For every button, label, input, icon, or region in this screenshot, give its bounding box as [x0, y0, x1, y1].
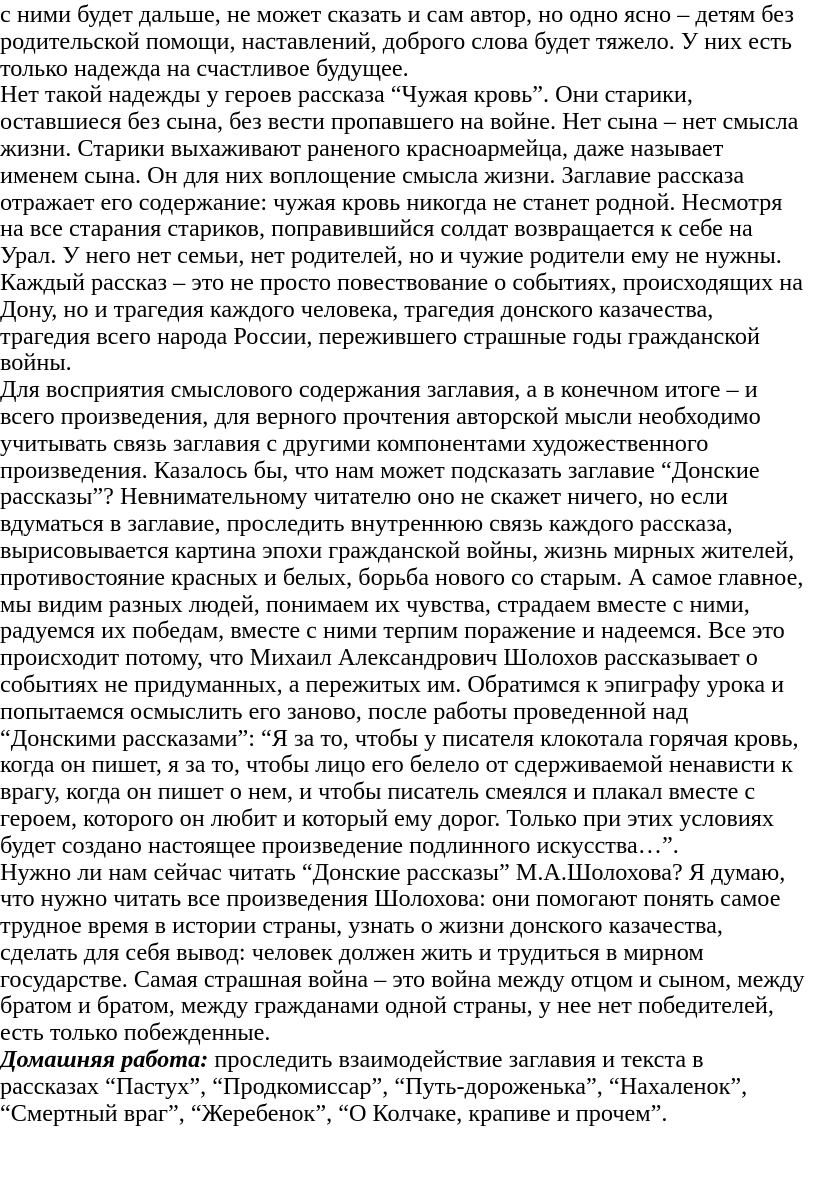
text-line: сделать для себя вывод: человек должен жить и трудиться в мирном: [0, 938, 704, 966]
text-line: трагедия всего народа России, пережившего страшные годы гражданской: [0, 322, 760, 350]
text-line: Нет такой надежды у героев рассказа “Чужая кровь”. Они старики,: [0, 81, 693, 109]
text-line: героем, которого он любит и который ему дорог. Только при этих условиях: [0, 804, 775, 832]
text-line: войны.: [0, 349, 72, 377]
text-line: событиях не придуманных, а пережитых им. Обратимся к эпиграфу урока и: [0, 670, 785, 698]
document-body: [0, 2, 816, 1127]
homework-line: рассказах “Пастух”, “Продкомиссар”, “Путь-дороженька”, “Нахаленок”,: [0, 1072, 748, 1100]
text-line: происходит потому, что Михаил Александрович Шолохов рассказывает о: [0, 644, 758, 672]
text-line: мы видим разных людей, понимаем их чувства, страдаем вместе с ними,: [0, 590, 750, 618]
text-line: братом и братом, между гражданами одной страны, у нее нет победителей,: [0, 992, 774, 1020]
text-line: на все старания стариков, поправившийся солдат возвращается к себе на: [0, 215, 753, 243]
text-line: Для восприятия смыслового содержания заглавия, а в конечном итоге – и: [0, 376, 758, 404]
text-line: отражает его содержание: чужая кровь никогда не станет родной. Несмотря: [0, 188, 783, 216]
text-line: учитывать связь заглавия с другими компонентами художественного: [0, 429, 709, 457]
text-line: Каждый рассказ – это не просто повествование о событиях, происходящих на: [0, 268, 804, 296]
text-line: Дону, но и трагедия каждого человека, трагедия донского казачества,: [0, 295, 714, 323]
text-line: есть только побежденные.: [0, 1019, 271, 1047]
homework-text: проследить взаимодействие заглавия и текста в: [208, 1046, 704, 1074]
text-line: оставшиеся без сына, без вести пропавшего на войне. Нет сына – нет смысла: [0, 108, 799, 136]
text-line: государстве. Самая страшная война – это война между отцом и сыном, между: [0, 965, 805, 993]
text-line: всего произведения, для верного прочтения авторской мысли необходимо: [0, 402, 761, 430]
text-line: именем сына. Он для них воплощение смысла жизни. Заглавие рассказа: [0, 161, 745, 189]
text-line: “Донскими рассказами”: “Я за то, чтобы у писателя клокотала горячая кровь,: [0, 724, 799, 752]
homework-label: Домашняя работа:: [0, 1046, 209, 1074]
text-line: произведения. Казалось бы, что нам может подсказать заглавие “Донские: [0, 456, 760, 484]
text-line: когда он пишет, я за то, чтобы лицо его белело от сдерживаемой ненависти к: [0, 751, 793, 779]
text-line: жизни. Старики выхаживают раненого красноармейца, даже называет: [0, 134, 724, 162]
text-line: вырисовывается картина эпохи гражданской войны, жизнь мирных жителей,: [0, 536, 795, 564]
text-line: противостояние красных и белых, борьба нового со старым. А самое главное,: [0, 563, 804, 591]
text-line: с ними будет дальше, не может сказать и сам автор, но одно ясно – детям без: [0, 1, 794, 28]
text-line: врагу, когда он пишет о нем, и чтобы писатель смеялся и плакал вместе с: [0, 778, 756, 806]
text-line: родительской помощи, наставлений, доброго слова будет тяжело. У них есть: [0, 27, 792, 55]
text-line: только надежда на счастливое будущее.: [0, 54, 409, 82]
text-line: трудное время в истории страны, узнать о жизни донского казачества,: [0, 912, 723, 940]
homework-line: [0, 1047, 814, 1074]
text-line: радуемся их победам, вместе с ними терпим поражение и надеемся. Все это: [0, 617, 785, 645]
text-line: рассказы”? Невнимательному читателю оно не скажет ничего, но если: [0, 483, 728, 511]
text-line: что нужно читать все произведения Шолохова: они помогают понять самое: [0, 885, 781, 913]
text-line: Урал. У него нет семьи, нет родителей, но и чужие родители ему не нужны.: [0, 242, 782, 270]
text-line: Нужно ли нам сейчас читать “Донские рассказы” М.А.Шолохова? Я думаю,: [0, 858, 786, 886]
homework-line: “Смертный враг”, “Жеребенок”, “О Колчаке, крапиве и прочем”.: [0, 1099, 668, 1127]
text-line: вдуматься в заглавие, проследить внутреннюю связь каждого рассказа,: [0, 510, 733, 538]
text-line: будет создано настоящее произведение подлинного искусства…”.: [0, 831, 679, 859]
text-line: попытаемся осмыслить его заново, после работы проведенной над: [0, 697, 689, 725]
